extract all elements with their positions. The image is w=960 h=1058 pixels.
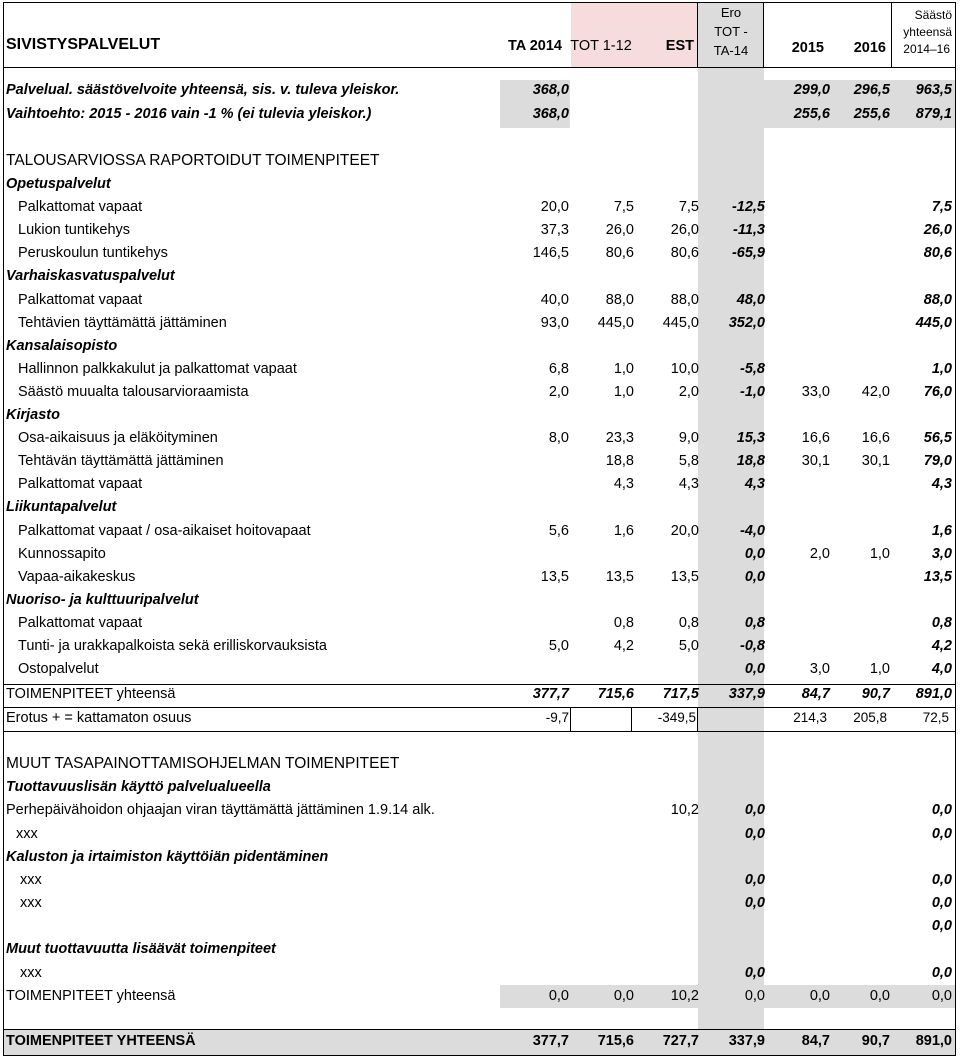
grand-total-top-border	[4, 1029, 955, 1030]
cell-est: 7,5	[678, 199, 699, 215]
cell-ero: 18,8	[736, 453, 765, 469]
cell-total: 80,6	[923, 245, 952, 261]
table-row	[4, 569, 955, 585]
header-col-ta: TA 2014	[508, 38, 562, 54]
group-name: Kansalaisopisto	[6, 338, 118, 354]
table-row	[4, 199, 955, 215]
cell-ta: 37,3	[540, 222, 569, 238]
top-border	[4, 2, 955, 3]
column-shade-est	[636, 2, 698, 68]
cell-2015: 84,7	[801, 686, 830, 702]
section2-title: MUUT TASAPAINOTTAMISOHJELMAN TOIMENPITEET	[6, 755, 400, 772]
cell-total: 1,0	[931, 361, 952, 377]
cell-2015: 214,3	[793, 710, 827, 725]
cell-ta: 8,0	[548, 430, 569, 446]
cell-ero: 0,0	[744, 965, 765, 981]
cell-2015: 84,7	[801, 1033, 830, 1049]
cell-ero	[701, 918, 767, 934]
cell-est	[636, 872, 701, 888]
cell-est: -349,5	[657, 710, 696, 725]
cell-tot: 80,6	[605, 245, 634, 261]
cell-2016: 90,7	[861, 686, 890, 702]
cell-ero: 337,9	[728, 1033, 765, 1049]
cell-ero: 0,0	[744, 895, 765, 911]
cell-2016	[832, 638, 892, 654]
header-col-ero	[698, 3, 764, 60]
cell-2015: 16,6	[801, 430, 830, 446]
cell-total: 963,5	[915, 82, 952, 98]
group-name: Nuoriso- ja kulttuuripalvelut	[6, 592, 199, 608]
cell-tot	[571, 106, 636, 122]
cell-ero	[701, 106, 767, 122]
cell-2015	[767, 872, 832, 888]
cell-2015	[767, 245, 832, 261]
total-top-border	[4, 684, 955, 685]
table-row	[4, 638, 955, 654]
table-row	[4, 895, 955, 911]
group-heading	[4, 176, 955, 192]
section-title	[4, 755, 955, 773]
cell-2015	[767, 918, 832, 934]
cell-ero: -4,0	[740, 523, 765, 539]
group-name: Opetuspalvelut	[6, 176, 111, 192]
header-col-total	[892, 7, 955, 58]
row-label: xxx	[20, 965, 42, 981]
cell-tot	[571, 661, 636, 677]
cell-est: 5,8	[678, 453, 699, 469]
cell-est: 4,3	[678, 476, 699, 492]
cell-tot: 715,6	[597, 1033, 634, 1049]
cell-tot: 26,0	[605, 222, 634, 238]
cell-total: 4,2	[931, 638, 952, 654]
table-row	[4, 245, 955, 261]
row-label: xxx	[20, 895, 42, 911]
cell-ta: 377,7	[532, 686, 569, 702]
group-name: Muut tuottavuutta lisäävät toimenpiteet	[6, 941, 276, 957]
cell-ta	[501, 802, 571, 818]
cell-2015	[767, 615, 832, 631]
section1-total-row	[4, 686, 955, 702]
cell-2015: 3,0	[809, 661, 830, 677]
section-title	[4, 152, 955, 170]
cell-est	[636, 918, 701, 934]
cell-total: 88,0	[923, 292, 952, 308]
cell-2015	[767, 802, 832, 818]
row-label: TOIMENPITEET yhteensä	[6, 988, 176, 1004]
table-row	[4, 476, 955, 492]
table-row	[4, 222, 955, 238]
group-heading	[4, 499, 955, 515]
cell-total: 0,0	[931, 872, 952, 888]
cell-ero: 0,0	[744, 661, 765, 677]
row-label: Peruskoulun tuntikehys	[18, 245, 168, 261]
cell-ero: -65,9	[731, 245, 765, 261]
row-label: Hallinnon palkkakulut ja palkattomat vapaat	[18, 361, 297, 377]
cell-ero: 0,0	[744, 802, 765, 818]
cell-ero: 0,0	[744, 826, 765, 842]
cell-ta	[501, 453, 571, 469]
row-label	[4, 918, 501, 934]
cell-total: 0,8	[931, 615, 952, 631]
cell-total: 7,5	[931, 199, 952, 215]
cell-tot: 23,3	[605, 430, 634, 446]
cell-2016	[832, 895, 892, 911]
header-col-ero-1: Ero	[720, 5, 742, 20]
cell-tot	[571, 872, 636, 888]
row-label: Vapaa-aikakeskus	[18, 569, 136, 585]
cell-total: 0,0	[931, 826, 952, 842]
group-heading	[4, 941, 955, 957]
cell-total: 13,5	[923, 569, 952, 585]
table-row	[4, 523, 955, 539]
row-label: Palvelual. säästövelvoite yhteensä, sis. v. tuleva yleiskor.	[6, 82, 400, 98]
cell-est: 26,0	[670, 222, 699, 238]
cell-ero: -11,3	[733, 222, 765, 238]
cell-total: 3,0	[931, 546, 952, 562]
cell-ta: 13,5	[540, 569, 569, 585]
table-row	[4, 546, 955, 562]
cell-ero: 15,3	[736, 430, 765, 446]
cell-est: 20,0	[670, 523, 699, 539]
cell-est	[636, 546, 701, 562]
row-label: Lukion tuntikehys	[18, 222, 131, 238]
right-border	[955, 2, 956, 1056]
row-label: Vaihtoehto: 2015 - 2016 vain -1 % (ei tulevia yleiskor.)	[6, 106, 372, 122]
section1-diff-row	[4, 710, 955, 726]
group-name: Varhaiskasvatuspalvelut	[6, 268, 175, 284]
cell-ero: -0,8	[740, 638, 765, 654]
bottom-border	[4, 1055, 955, 1056]
cell-total: 76,0	[923, 384, 952, 400]
cell-tot: 7,5	[613, 199, 634, 215]
row-label: Palkattomat vapaat	[18, 476, 143, 492]
cell-2016	[832, 245, 892, 261]
cell-2015	[767, 523, 832, 539]
cell-total: 0,0	[931, 988, 952, 1004]
cell-est	[636, 895, 701, 911]
header-col-total-2: yhteensä	[903, 25, 952, 39]
cell-2016	[832, 965, 892, 981]
cell-total: 72,5	[922, 710, 949, 725]
header-bottom-border	[4, 67, 955, 68]
grand-total-row	[4, 1033, 955, 1049]
table-row	[4, 292, 955, 308]
cell-tot	[571, 546, 636, 562]
cell-ero	[701, 82, 767, 98]
cell-ta: 2,0	[548, 384, 569, 400]
cell-tot: 4,3	[613, 476, 634, 492]
cell-2016	[832, 476, 892, 492]
cell-est: 5,0	[678, 638, 699, 654]
cell-tot	[571, 82, 636, 98]
header-col-2015: 2015	[791, 40, 824, 56]
cell-total: 0,0	[931, 918, 952, 934]
cell-total: 4,3	[931, 476, 952, 492]
table-row	[4, 384, 955, 400]
cell-2015: 30,1	[801, 453, 830, 469]
cell-2016: 16,6	[861, 430, 890, 446]
cell-2016	[832, 569, 892, 585]
cell-tot: 1,0	[613, 361, 634, 377]
cell-est	[636, 106, 701, 122]
section2-total-row	[4, 988, 955, 1004]
cell-2015: 2,0	[809, 546, 830, 562]
cell-ta	[501, 872, 571, 888]
row-label: TOIMENPITEET YHTEENSÄ	[6, 1033, 196, 1049]
summary-row	[4, 82, 955, 98]
cell-ta	[501, 476, 571, 492]
header-col-total-3: 2014–16	[903, 42, 950, 56]
row-label: Säästö muualta talousarvioraamista	[18, 384, 249, 400]
cell-2016: 30,1	[861, 453, 890, 469]
cell-2015	[767, 569, 832, 585]
cell-est: 2,0	[678, 384, 699, 400]
cell-2015	[767, 315, 832, 331]
cell-total: 56,5	[923, 430, 952, 446]
cell-est: 80,6	[670, 245, 699, 261]
cell-ero: 4,3	[744, 476, 765, 492]
cell-total: 4,0	[931, 661, 952, 677]
cell-2015	[767, 638, 832, 654]
cell-2015	[767, 895, 832, 911]
cell-2016	[832, 222, 892, 238]
cell-2015: 299,0	[793, 82, 830, 98]
cell-ta: 146,5	[532, 245, 569, 261]
cell-2016: 42,0	[861, 384, 890, 400]
cell-tot	[571, 895, 636, 911]
cell-ta	[501, 895, 571, 911]
cell-2015	[767, 476, 832, 492]
row-label: TOIMENPITEET yhteensä	[6, 686, 176, 702]
cell-ta	[501, 546, 571, 562]
group-heading	[4, 592, 955, 608]
cell-ta: 20,0	[540, 199, 569, 215]
cell-total: 445,0	[915, 315, 952, 331]
row-label: Palkattomat vapaat	[18, 199, 143, 215]
cell-total: 0,0	[931, 802, 952, 818]
cell-ero: 0,0	[744, 988, 765, 1004]
diff-bottom-border	[4, 731, 955, 732]
table-row	[4, 315, 955, 331]
cell-ero: 0,0	[744, 546, 765, 562]
table-row	[4, 361, 955, 377]
row-label: Perhepäivähoidon ohjaajan viran täyttämättä jättäminen 1.9.14 alk.	[6, 802, 435, 818]
section1-title: TALOUSARVIOSSA RAPORTOIDUT TOIMENPITEET	[6, 152, 380, 169]
cell-2016: 1,0	[869, 661, 890, 677]
cell-tot: 0,0	[613, 988, 634, 1004]
cell-2016	[832, 315, 892, 331]
cell-ta: -9,7	[545, 710, 569, 725]
header-col-2016: 2016	[853, 40, 886, 56]
group-name: Liikuntapalvelut	[6, 499, 117, 515]
group-heading	[4, 338, 955, 354]
cell-2016	[832, 918, 892, 934]
cell-2016	[832, 523, 892, 539]
table-row	[4, 826, 955, 842]
cell-est	[636, 661, 701, 677]
cell-est: 0,8	[678, 615, 699, 631]
cell-2016: 296,5	[853, 82, 890, 98]
group-heading	[4, 407, 955, 423]
table-row	[4, 430, 955, 446]
cell-2015: 0,0	[809, 988, 830, 1004]
cell-tot	[571, 826, 636, 842]
cell-tot: 88,0	[605, 292, 634, 308]
cell-ero	[698, 710, 764, 726]
cell-2015: 33,0	[801, 384, 830, 400]
cell-ero: 0,8	[744, 615, 765, 631]
cell-2016: 205,8	[853, 710, 887, 725]
cell-ta: 368,0	[532, 106, 569, 122]
cell-total: 879,1	[915, 106, 952, 122]
cell-est: 445,0	[662, 315, 699, 331]
cell-2015	[767, 292, 832, 308]
table-row	[4, 453, 955, 469]
cell-ta: 5,6	[548, 523, 569, 539]
cell-ero: 0,0	[744, 569, 765, 585]
cell-ta: 93,0	[540, 315, 569, 331]
cell-2015	[767, 199, 832, 215]
cell-total: 891,0	[915, 1033, 952, 1049]
cell-total: 891,0	[915, 686, 952, 702]
cell-est: 717,5	[662, 686, 699, 702]
cell-ero: -1,0	[740, 384, 765, 400]
cell-est: 10,2	[670, 988, 699, 1004]
header-col-est: EST	[665, 38, 694, 54]
cell-est: 10,0	[670, 361, 699, 377]
group-heading	[4, 849, 955, 865]
cell-tot: 13,5	[605, 569, 634, 585]
row-label: Ostopalvelut	[18, 661, 99, 677]
cell-est	[636, 82, 701, 98]
cell-tot: 1,0	[613, 384, 634, 400]
cell-tot: 0,8	[613, 615, 634, 631]
cell-2016	[832, 826, 892, 842]
cell-est: 13,5	[670, 569, 699, 585]
cell-ero: 0,0	[744, 872, 765, 888]
cell-ta	[501, 918, 571, 934]
cell-tot: 1,6	[613, 523, 634, 539]
row-label: Erotus + = kattamaton osuus	[6, 710, 192, 726]
cell-ero: -12,5	[731, 199, 765, 215]
cell-ta: 377,7	[532, 1033, 569, 1049]
header-col-ero-3: TA-14	[713, 43, 749, 58]
group-heading	[4, 268, 955, 284]
cell-ero: -5,8	[740, 361, 765, 377]
table-row	[4, 615, 955, 631]
cell-2016: 90,7	[861, 1033, 890, 1049]
row-label: Tehtävän täyttämättä jättäminen	[18, 453, 224, 469]
cell-ta	[501, 661, 571, 677]
cell-total: 79,0	[923, 453, 952, 469]
cell-total: 26,0	[923, 222, 952, 238]
cell-ta	[501, 615, 571, 631]
cell-2016	[832, 199, 892, 215]
row-label: Palkattomat vapaat	[18, 292, 143, 308]
row-label: Tunti- ja urakkapalkoista sekä erilliskorvauksista	[18, 638, 327, 654]
cell-ta: 40,0	[540, 292, 569, 308]
row-label: Palkattomat vapaat	[18, 615, 143, 631]
cell-ta: 5,0	[548, 638, 569, 654]
cell-ta	[501, 826, 571, 842]
cell-tot	[571, 710, 632, 726]
cell-2016: 255,6	[853, 106, 890, 122]
cell-total: 0,0	[931, 965, 952, 981]
cell-2015	[767, 965, 832, 981]
row-label: Osa-aikaisuus ja eläköityminen	[18, 430, 218, 446]
row-label: xxx	[20, 872, 42, 888]
header-col-total-1: Säästö	[914, 8, 952, 22]
summary-row	[4, 106, 955, 122]
table-row	[4, 965, 955, 981]
cell-ta: 368,0	[532, 82, 569, 98]
table-row	[4, 802, 955, 818]
cell-2016: 1,0	[869, 546, 890, 562]
cell-ta: 6,8	[548, 361, 569, 377]
cell-tot: 445,0	[597, 315, 634, 331]
header-title: SIVISTYSPALVELUT	[6, 36, 161, 53]
cell-tot: 18,8	[605, 453, 634, 469]
total-bottom-border	[4, 707, 955, 708]
cell-ero: 337,9	[728, 686, 765, 702]
cell-2015	[767, 222, 832, 238]
header-col-tot: TOT 1-12	[570, 38, 632, 54]
cell-2016	[832, 361, 892, 377]
cell-est: 88,0	[670, 292, 699, 308]
cell-tot	[571, 965, 636, 981]
cell-est	[636, 826, 701, 842]
cell-2016: 0,0	[869, 988, 890, 1004]
cell-2016	[832, 615, 892, 631]
cell-2015	[767, 361, 832, 377]
cell-tot: 4,2	[613, 638, 634, 654]
cell-total: 0,0	[931, 895, 952, 911]
cell-2016	[832, 872, 892, 888]
cell-est: 10,2	[670, 802, 699, 818]
cell-tot	[571, 802, 636, 818]
cell-est	[636, 965, 701, 981]
table-row	[4, 918, 955, 934]
cell-ero: 48,0	[736, 292, 765, 308]
cell-tot: 715,6	[597, 686, 634, 702]
group-name: Kirjasto	[6, 407, 60, 423]
cell-est: 727,7	[662, 1033, 699, 1049]
row-label: xxx	[16, 826, 38, 842]
table-row	[4, 661, 955, 677]
cell-2016	[832, 292, 892, 308]
cell-est: 9,0	[678, 430, 699, 446]
cell-2015: 255,6	[793, 106, 830, 122]
cell-2016	[832, 802, 892, 818]
cell-tot	[571, 918, 636, 934]
group-name: Tuottavuuslisän käyttö palvelualueella	[6, 779, 271, 795]
table-row	[4, 872, 955, 888]
row-label: Tehtävien täyttämättä jättäminen	[18, 315, 227, 331]
column-shade-tot	[571, 2, 636, 68]
row-label: Palkattomat vapaat / osa-aikaiset hoitovapaat	[18, 523, 311, 539]
cell-ero: 352,0	[728, 315, 765, 331]
cell-2015	[767, 826, 832, 842]
row-label: Kunnossapito	[18, 546, 106, 562]
cell-ta	[501, 965, 571, 981]
header-col-ero-2: TOT -	[714, 24, 748, 39]
group-heading	[4, 779, 955, 795]
cell-total: 1,6	[931, 523, 952, 539]
group-name: Kaluston ja irtaimiston käyttöiän pidentäminen	[6, 849, 329, 865]
cell-ta: 0,0	[548, 988, 569, 1004]
